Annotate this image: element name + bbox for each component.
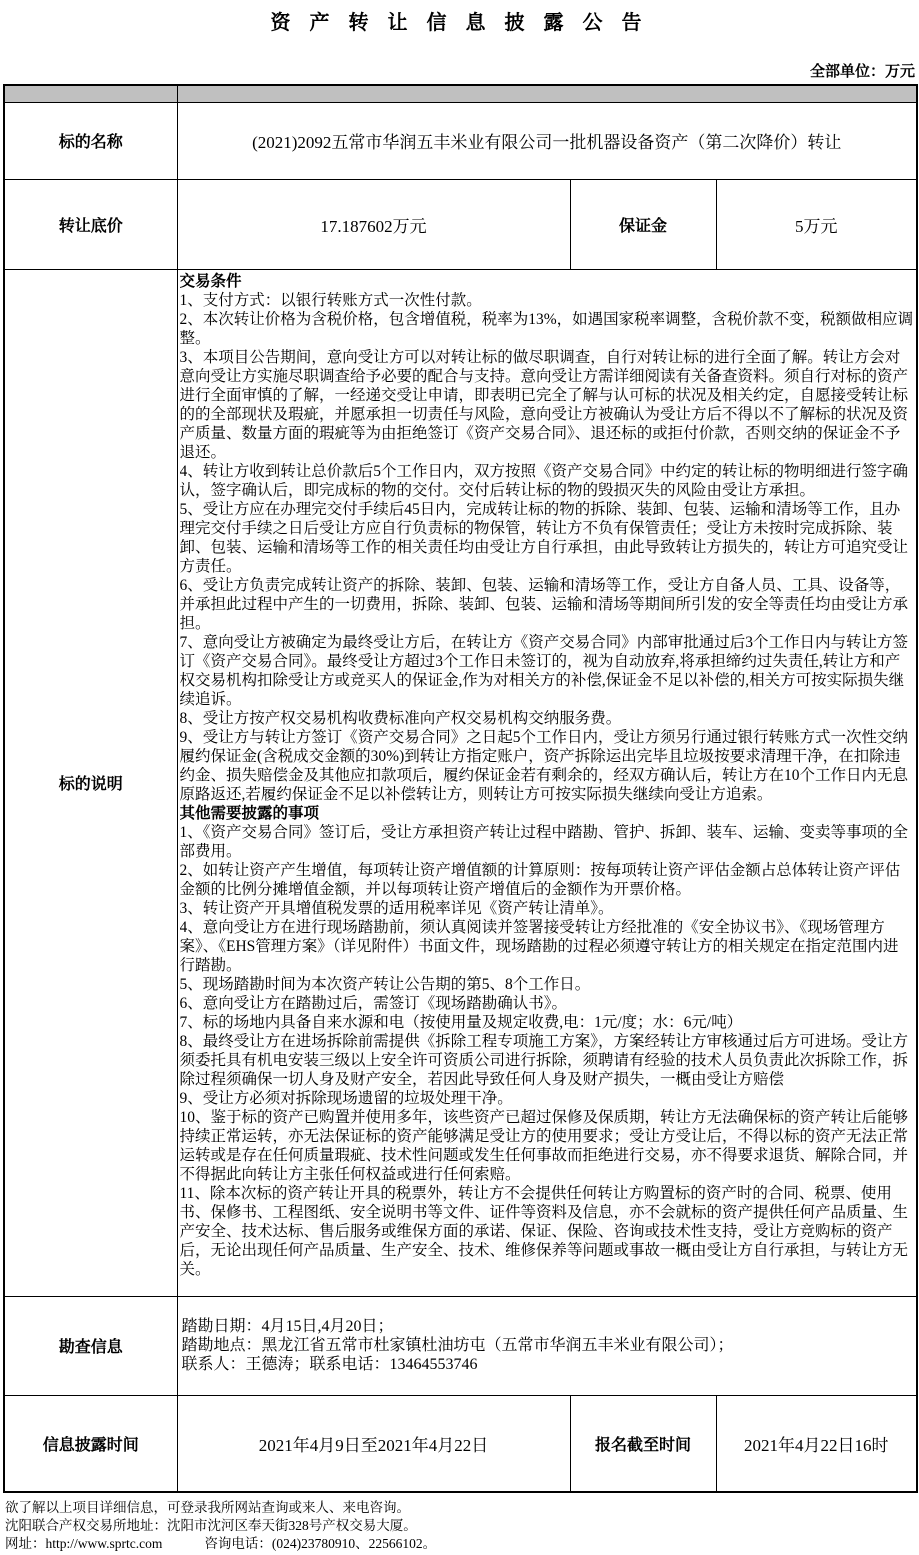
subject-name-value: (2021)2092五常市华润五丰米业有限公司一批机器设备资产（第二次降价）转让	[177, 102, 917, 179]
description-item: 2、如转让资产产生增值，每项转让资产增值额的计算原则：按每项转让资产评估金额占总体转让资产评估金额的比例分摊增值金额，并以每项转让资产增值后的金额作为开票价格。	[179, 861, 901, 898]
description-item: 7、意向受让方被确定为最终受让方后，在转让方《资产交易合同》内部审批通过后3个工作日内与转让方签订《资产交易合同》。最终受让方超过3个工作日未签订的，视为自动放弃,将承担缔约过失责任,转让方和产权交易机构扣除受让方或竞买人的保证金,作为对相关方的补偿,保证金不足以补偿的,相关方可按实际损失继续追诉。	[179, 633, 909, 708]
survey-lines	[182, 1317, 916, 1374]
trade-conditions-title: 交易条件	[179, 272, 242, 290]
description-item: 7、标的场地内具备自来水源和电（按使用量及规定收费,电：1元/度；水：6元/吨）	[179, 1013, 743, 1031]
description-item: 1、支付方式：以银行转账方式一次性付款。	[179, 291, 482, 309]
disclosure-table	[3, 84, 918, 1493]
description-item: 5、现场踏勘时间为本次资产转让公告期的第5、8个工作日。	[179, 975, 591, 993]
deposit-value: 5万元	[716, 179, 917, 269]
unit-note: 全部单位：万元	[809, 64, 915, 80]
footer	[5, 1499, 919, 1553]
deadline-value: 2021年4月22日16时	[716, 1395, 917, 1492]
description-item: 2、本次转让价格为含税价格，包含增值税，税率为13%，如遇国家税率调整，含税价款不变，税额做相应调整。	[179, 310, 914, 347]
deadline-label: 报名截至时间	[570, 1395, 716, 1492]
description-item: 8、最终受让方在进场拆除前需提供《拆除工程专项施工方案》，方案经转让方审核通过后方可进场。受让方须委托具有机电安装三级以上安全许可资质公司进行拆除，须聘请有经验的技术人员负责此次拆除工作，拆除过程须确保一切人身及财产安全，若因此导致任何人身及财产损失，一概由受让方赔偿	[179, 1032, 909, 1088]
description-item: 5、受让方应在办理完交付手续后45日内，完成转让标的物的拆除、装卸、包装、运输和清场等工作，且办理完交付手续之日后受让方应自行负责标的物保管，转让方不负有保管责任；受让方未按时完成拆除、装卸、包装、运输和清场等工作的相关责任均由受让方自行承担，由此导致转让方损失的，转让方可追究受让方责任。	[179, 500, 909, 575]
description-item: 9、受让方与转让方签订《资产交易合同》之日起5个工作日内，受让方须另行通过银行转账方式一次性交纳履约保证金(含税成交金额的30%)到转让方指定账户，资产拆除运出完毕且垃圾按要求清理干净，在扣除违约金、损失赔偿金及其他应扣款项后，履约保证金若有剩余的，经双方确认后，转让方在10个工作日内无息原路返还,若履约保证金不足以补偿转让方，则转让方可按实际损失继续向受让方追索。	[179, 728, 909, 803]
description-item: 6、受让方负责完成转让资产的拆除、装卸、包装、运输和清场等工作，受让方自备人员、工具、设备等，并承担此过程中产生的一切费用，拆除、装卸、包装、运输和清场等期间所引发的安全等责任均由受让方承担。	[179, 576, 909, 632]
survey-line: 联系人：王德涛；联系电话：13464553746	[181, 1356, 478, 1373]
description-item: 3、转让资产开具增值税发票的适用税率详见《资产转让清单》。	[179, 899, 614, 917]
subject-name-label: 标的名称	[4, 102, 177, 179]
survey-line: 踏勘日期：4月15日,4月20日；	[181, 1318, 394, 1335]
subject-name-row	[4, 102, 917, 179]
page-title: 资 产 转 让 信 息 披 露 公 告	[270, 12, 649, 34]
footer-contact-line	[5, 1535, 919, 1553]
description-row	[4, 269, 917, 1296]
description-label: 标的说明	[4, 269, 177, 1296]
price-row	[4, 179, 917, 269]
description-item: 6、意向受让方在踏勘过后，需签订《现场踏勘确认书》。	[179, 994, 568, 1012]
description-item: 1、《资产交易合同》签订后，受让方承担资产转让过程中踏勘、管护、拆卸、装车、运输、变卖等事项的全部费用。	[179, 823, 909, 860]
survey-line: 踏勘地点：黑龙江省五常市杜家镇杜油坊屯（五常市华润五丰米业有限公司）；	[181, 1337, 734, 1354]
disclosure-time-label: 信息披露时间	[4, 1395, 177, 1492]
description-item: 11、除本次标的资产转让开具的税票外，转让方不会提供任何转让方购置标的资产时的合同、税票、使用书、保修书、工程图纸、安全说明书等文件、证件等资料及信息，亦不会就标的资产提供任何产品质量、生产安全、技术达标、售后服务或维保方面的承诺、保证、保险、咨询或技术性支持，受让方竞购标的资产后，无论出现任何产品质量、生产安全、技术、维修保养等问题或事故一概由受让方自行承担，与转让方无关。	[179, 1184, 909, 1278]
description-item: 10、鉴于标的资产已购置并使用多年，该些资产已超过保修及保质期，转让方无法确保标的资产转让后能够持续正常运转，亦无法保证标的资产能够满足受让方的使用要求；受让方受让后，不得以标的资产无法正常运转或是存在任何质量瑕疵、技术性问题或发生任何事故而拒绝进行交易，亦不得要求退货、解除合同，并不得据此向转让方主张任何权益或进行任何索赔。	[179, 1108, 909, 1183]
footer-website: 网址：http://www.sprtc.com	[5, 1536, 163, 1551]
base-price-label: 转让底价	[4, 179, 177, 269]
base-price-value: 17.187602万元	[177, 179, 570, 269]
other-disclosures-title: 其他需要披露的事项	[179, 804, 320, 822]
description-item: 8、受让方按产权交易机构收费标准向产权交易机构交纳服务费。	[179, 709, 622, 727]
header-bar-cell-right	[177, 85, 917, 102]
survey-cell	[177, 1296, 917, 1395]
description-content	[180, 272, 915, 1279]
deposit-label: 保证金	[570, 179, 716, 269]
description-item: 4、转让方收到转让总价款后5个工作日内，双方按照《资产交易合同》中约定的转让标的物明细进行签字确认，签字确认后，即完成标的物的交付。交付后转让标的物的毁损灭失的风险由受让方承担。	[179, 462, 909, 499]
other-disclosures-list	[180, 823, 915, 1279]
description-item: 4、意向受让方在进行现场踏勘前，须认真阅读并签署接受转让方经批准的《安全协议书》、《现场管理方案》、《EHS管理方案》（详见附件）书面文件，现场踏勘的过程必须遵守转让方的相关规定在指定范围内进行踏勘。	[179, 918, 899, 974]
disclosure-time-row	[4, 1395, 917, 1492]
description-item: 3、本项目公告期间，意向受让方可以对转让标的做尽职调查，自行对转让标的进行全面了解。转让方会对意向受让方实施尽职调查给予必要的配合与支持。意向受让方需详细阅读有关备查资料。须自行对标的资产进行全面审慎的了解，一经递交受让申请，即表明已完全了解与认可标的状况及相关约定，自愿接受转让标的的全部现状及瑕疵，并愿承担一切责任与风险，意向受让方被确认为受让方后不得以不了解标的状况及资产质量、数量方面的瑕疵等为由拒绝签订《资产交易合同》、退还标的或拒付价款，否则交纳的保证金不予退还。	[179, 348, 909, 461]
footer-phone: 咨询电话：(024)23780910、22566102。	[204, 1536, 437, 1551]
footer-info-line: 欲了解以上项目详细信息，可登录我所网站查询或来人、来电咨询。	[5, 1500, 410, 1515]
survey-label: 勘查信息	[4, 1296, 177, 1395]
survey-row	[4, 1296, 917, 1395]
trade-conditions-list	[180, 291, 915, 804]
description-item: 9、受让方必须对拆除现场遗留的垃圾处理干净。	[179, 1089, 513, 1107]
footer-address-line: 沈阳联合产权交易所地址：沈阳市沈河区奉天街328号产权交易大厦。	[5, 1518, 417, 1533]
table-header-bar	[4, 85, 917, 102]
description-cell	[177, 269, 917, 1296]
header-bar-cell-left	[4, 85, 177, 102]
disclosure-time-value: 2021年4月9日至2021年4月22日	[177, 1395, 570, 1492]
